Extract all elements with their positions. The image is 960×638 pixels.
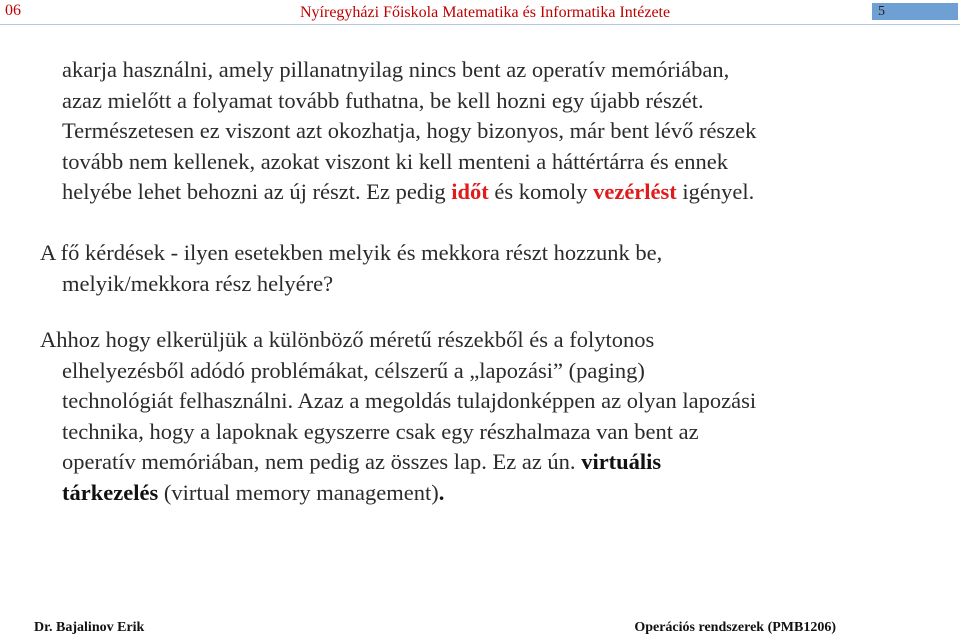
header-divider bbox=[0, 24, 960, 25]
text-line: technológiát felhasználni. Azaz a megoldás tulajdonképpen az olyan lapozási bbox=[62, 388, 757, 413]
paragraph-2 bbox=[40, 238, 662, 299]
text-run: (virtual memory management) bbox=[158, 479, 439, 505]
text-line: akarja használni, amely pillanatnyilag nincs bent az operatív memóriában, bbox=[62, 57, 730, 82]
text-run: operatív memóriában, nem pedig az összes lap. Ez az ún. bbox=[62, 449, 582, 474]
highlight-idot: időt bbox=[451, 179, 489, 204]
term-virtualis: virtuális bbox=[581, 449, 662, 474]
text-line: Természetesen ez viszont azt okozhatja, hogy bizonyos, már bent lévő részek bbox=[62, 118, 757, 143]
paragraph-1 bbox=[62, 55, 756, 208]
text-line: Ahhoz hogy elkerüljük a különböző méretű részekből és a folytonos bbox=[40, 327, 655, 352]
footer-author: Dr. Bajalinov Erik bbox=[34, 620, 145, 635]
text-line: tovább nem kellenek, azokat viszont ki kell menteni a háttértárra és ennek bbox=[62, 148, 728, 174]
institution-title: Nyíregyházi Főiskola Matematika és Informatika Intézete bbox=[300, 4, 671, 21]
text-run: és komoly bbox=[488, 179, 594, 204]
text-line bbox=[62, 177, 756, 208]
closing-period: . bbox=[438, 479, 445, 505]
text-line: A fő kérdések - ilyen esetekben melyik és mekkora részt hozzunk be, bbox=[40, 240, 663, 265]
highlight-vezerlest: vezérlést bbox=[593, 179, 677, 204]
text-run: helyébe lehet behozni az új részt. Ez pedig bbox=[62, 179, 452, 204]
text-line: technika, hogy a lapoknak egyszerre csak egy részhalmaza van bent az bbox=[62, 418, 699, 444]
text-line: melyik/mekkora rész helyére? bbox=[62, 270, 334, 296]
text-line bbox=[40, 478, 756, 509]
slide-number: 06 bbox=[5, 2, 21, 19]
footer-course: Operációs rendszerek (PMB1206) bbox=[634, 620, 836, 635]
paragraph-3 bbox=[40, 325, 756, 508]
page-number-badge: 5 bbox=[872, 3, 958, 20]
text-run: igényel. bbox=[676, 179, 755, 204]
text-line bbox=[40, 447, 756, 478]
text-line: elhelyezésből adódó problémákat, célszerű a „lapozási” (paging) bbox=[62, 357, 645, 383]
term-tarkezeles: tárkezelés bbox=[62, 479, 159, 505]
text-line: azaz mielőtt a folyamat tovább futhatna, be kell hozni egy újabb részét. bbox=[62, 87, 704, 113]
